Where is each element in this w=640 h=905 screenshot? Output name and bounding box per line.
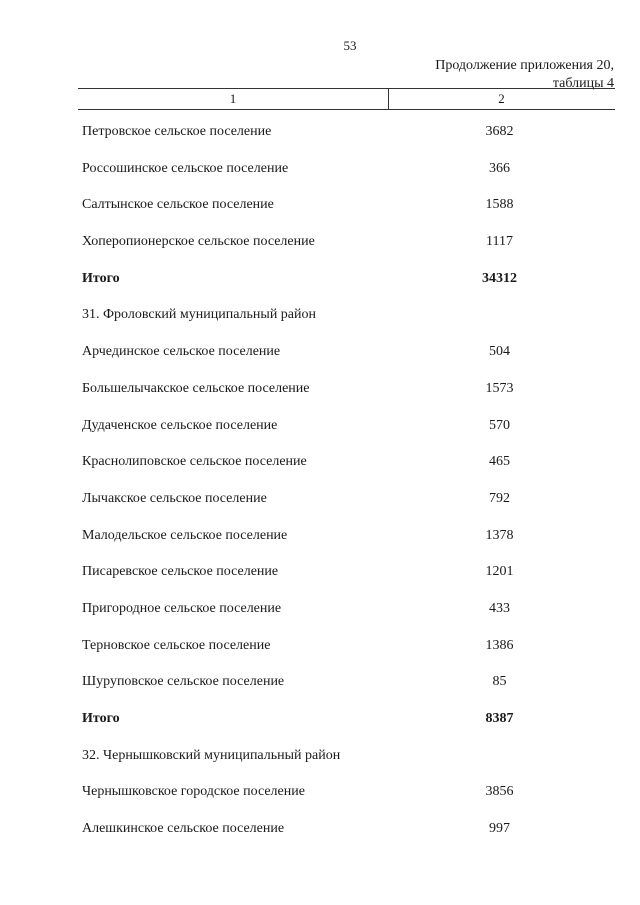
row-value: 85	[492, 674, 507, 690]
table-row	[82, 634, 612, 671]
table-row	[82, 450, 612, 487]
row-name: Россошинское сельское поселение	[82, 160, 289, 176]
total-row	[82, 267, 612, 304]
row-name: Малодельское сельское поселение	[82, 527, 288, 543]
column-header-1: 1	[78, 89, 389, 109]
row-value: 570	[489, 417, 510, 433]
table-header	[78, 88, 615, 110]
row-value: 1201	[485, 564, 514, 580]
table-row	[82, 560, 612, 597]
table-row	[82, 780, 612, 817]
row-value: 8387	[485, 711, 514, 726]
row-value: 433	[489, 600, 510, 616]
section-heading-row	[82, 744, 612, 781]
total-row	[82, 707, 612, 744]
row-name: Дудаченское сельское поселение	[82, 417, 278, 433]
column-header-2: 2	[498, 91, 505, 106]
table-row	[82, 193, 612, 230]
row-value: 3856	[485, 784, 514, 800]
row-name: Большелычакское сельское поселение	[82, 380, 310, 396]
row-value: 997	[489, 821, 510, 837]
section-heading-row	[82, 303, 612, 340]
row-value: 1386	[485, 637, 514, 653]
row-value: 3682	[485, 124, 514, 139]
row-value: 465	[489, 454, 510, 470]
row-value: 34312	[482, 270, 517, 286]
row-name: Краснолиповское сельское поселение	[82, 454, 307, 470]
row-value: 366	[489, 160, 510, 176]
row-name: Писаревское сельское поселение	[82, 564, 279, 580]
table-row	[82, 377, 612, 414]
row-name: Салтынское сельское поселение	[82, 197, 274, 213]
table-body	[82, 120, 612, 854]
row-name: Арчединское сельское поселение	[82, 344, 281, 360]
row-value: 1117	[486, 234, 513, 250]
row-value: 1378	[485, 527, 514, 543]
row-value: 1588	[485, 197, 514, 213]
table-row	[82, 157, 612, 194]
table-row	[82, 817, 612, 854]
row-name: Итого	[82, 711, 120, 726]
row-value: 1573	[485, 380, 514, 396]
section-heading: 32. Чернышковский муниципальный район	[82, 747, 341, 763]
row-value: 504	[489, 344, 510, 360]
row-name: Петровское сельское поселение	[82, 124, 272, 139]
page-number: 53	[343, 38, 357, 53]
section-heading: 31. Фроловский муниципальный район	[82, 307, 317, 323]
row-name: Пригородное сельское поселение	[82, 600, 282, 616]
row-name: Терновское сельское поселение	[82, 637, 271, 653]
table-row	[82, 524, 612, 561]
row-name: Алешкинское сельское поселение	[82, 821, 285, 837]
row-name: Хоперопионерское сельское поселение	[82, 234, 315, 250]
table-row	[82, 340, 612, 377]
table-row	[82, 487, 612, 524]
row-name: Шуруповское сельское поселение	[82, 674, 285, 690]
row-value: 792	[489, 490, 510, 506]
continuation-line-2: таблицы 4	[552, 76, 614, 91]
row-name: Итого	[82, 270, 120, 286]
table-row	[82, 670, 612, 707]
row-name: Чернышковское городское поселение	[82, 784, 305, 800]
table-row	[82, 230, 612, 267]
continuation-line-1: Продолжение приложения 20,	[435, 58, 614, 73]
row-name: Лычакское сельское поселение	[82, 490, 267, 506]
table-row	[82, 120, 612, 157]
table-row	[82, 414, 612, 451]
table-row	[82, 597, 612, 634]
